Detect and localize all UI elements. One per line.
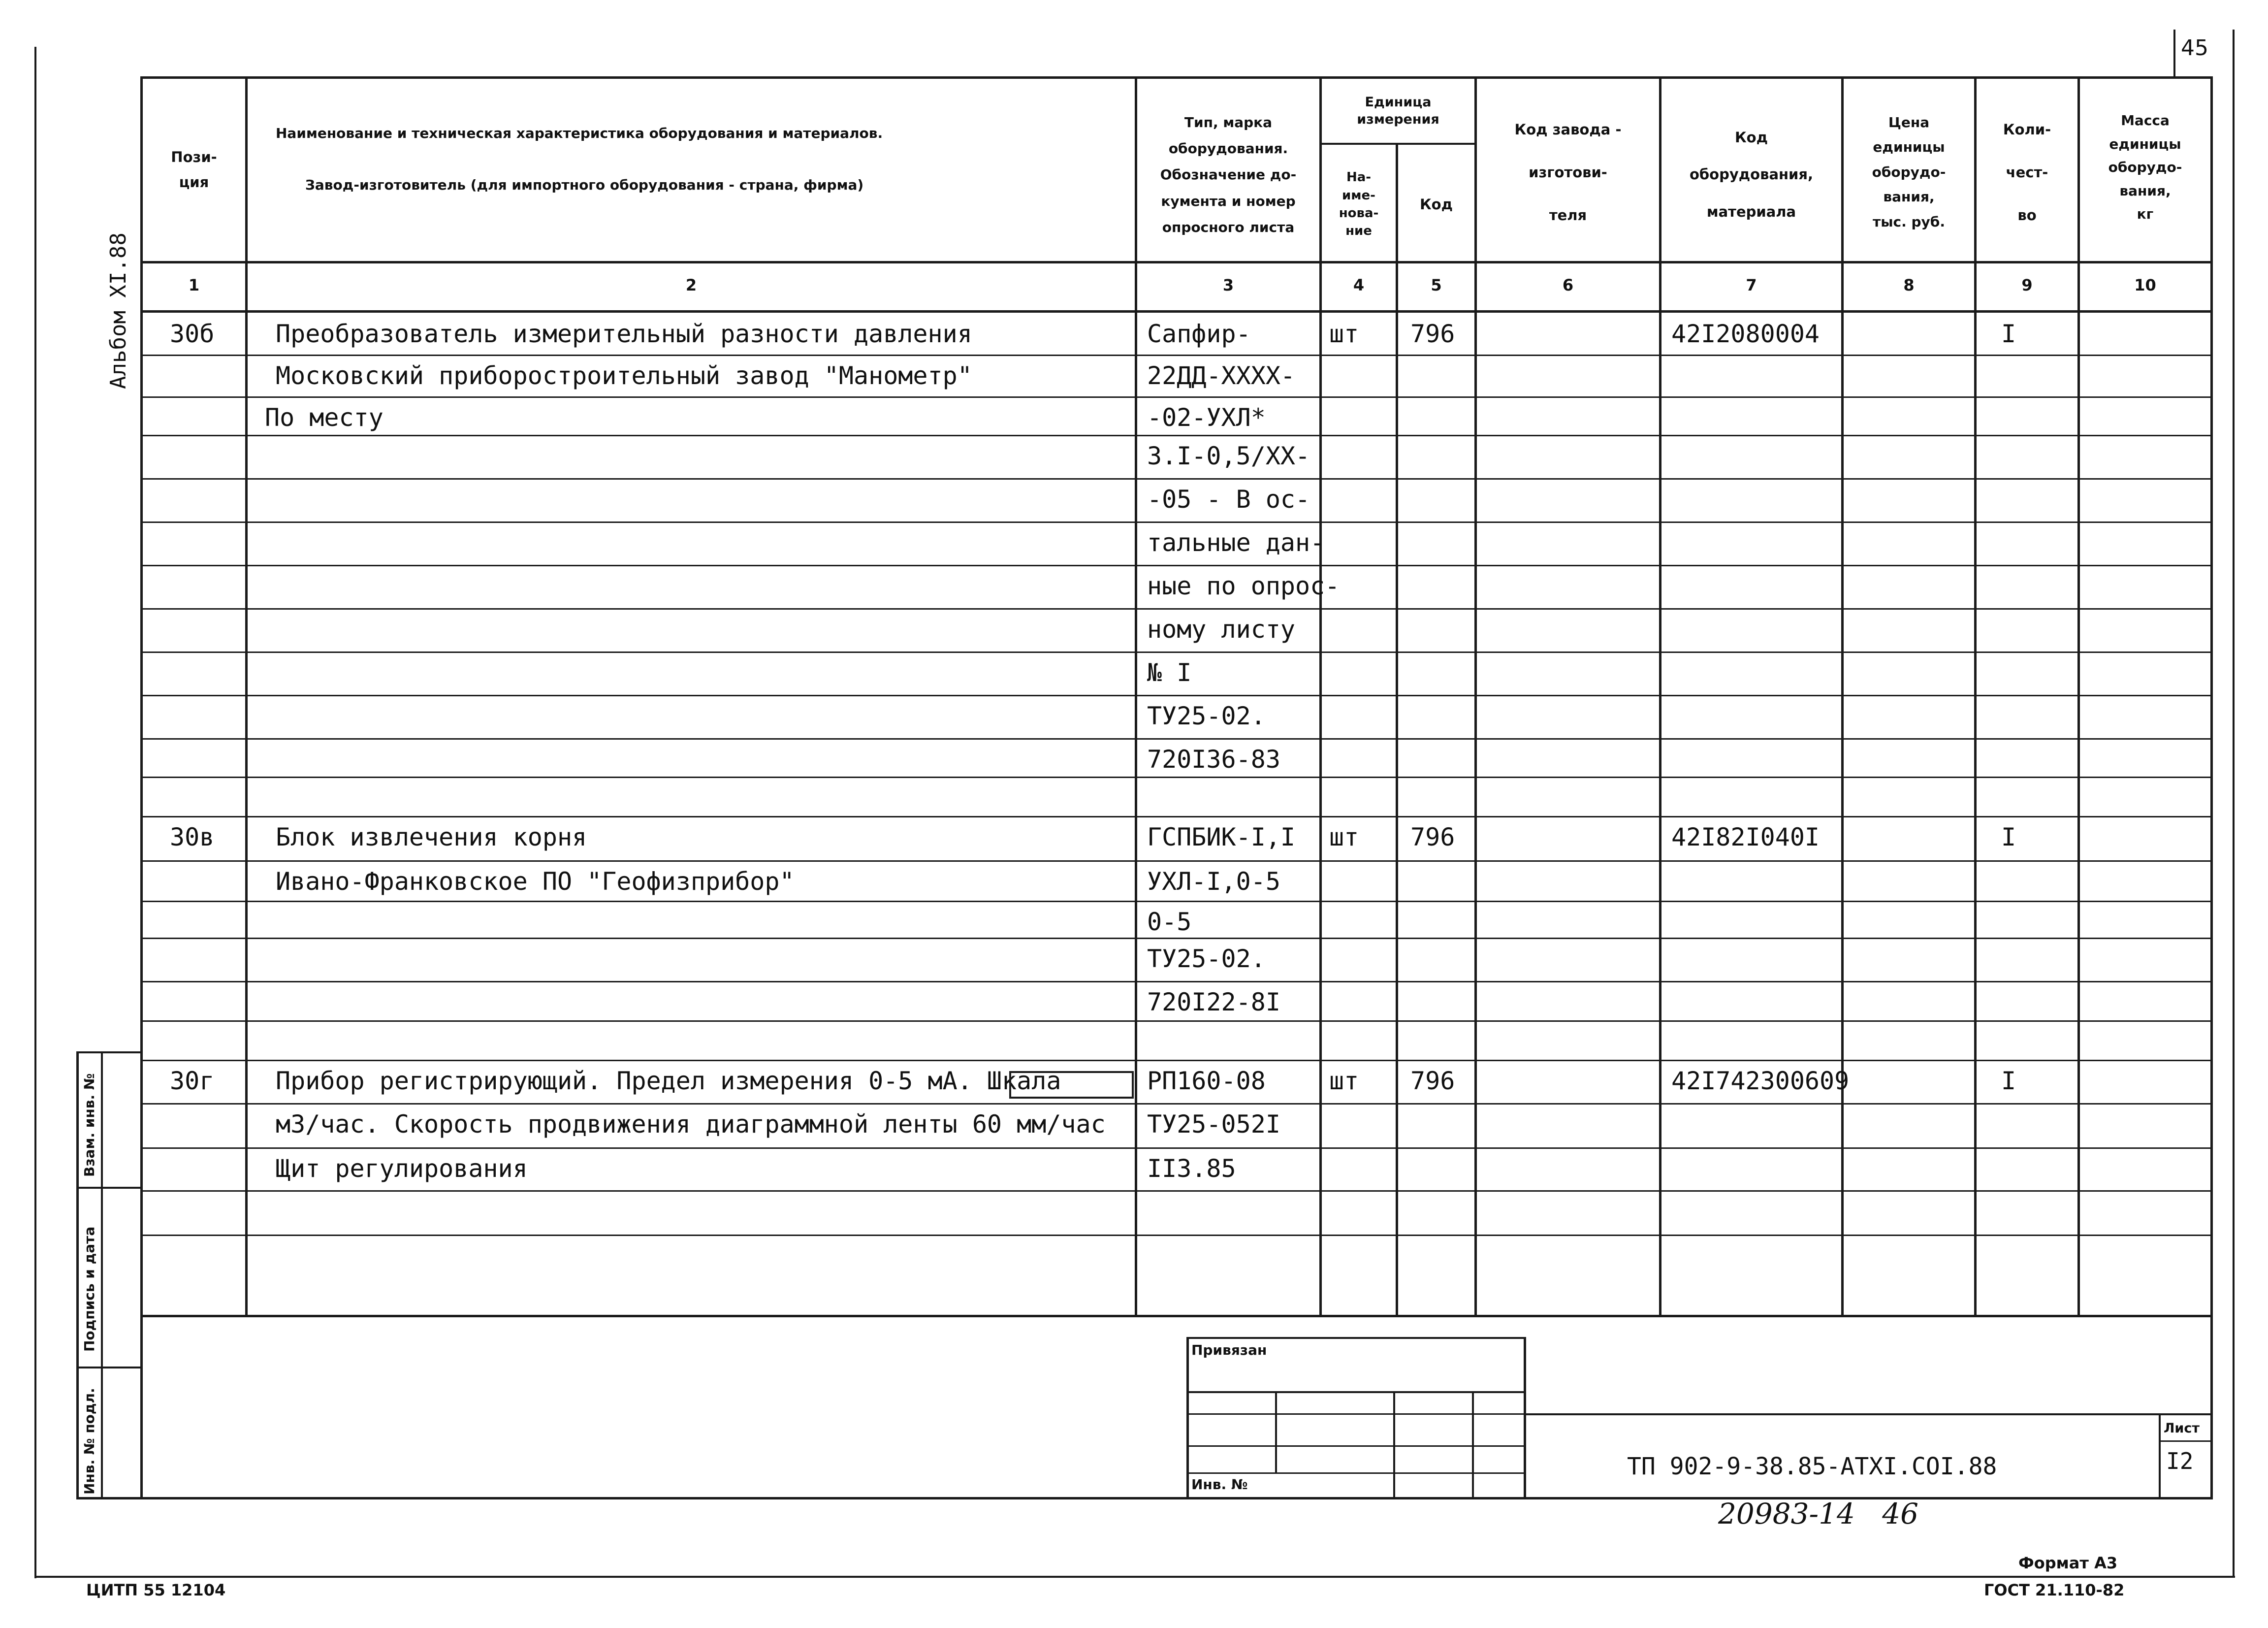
- colnum-bottom: [140, 310, 2213, 313]
- row-separator: [140, 981, 2213, 982]
- row-separator: [140, 355, 2213, 356]
- col-line-1: [245, 76, 248, 1317]
- header-type: Тип, марка оборудования. Обозначение до- кумента и номер опросного листа: [1160, 114, 1297, 235]
- header-name-line1: Наименование и техническая характеристика оборудования и материалов.: [276, 125, 883, 141]
- header-name-line2: Завод-изготовитель (для импортного оборудования - страна, фирма): [305, 176, 864, 193]
- row-quantity: I: [2001, 1067, 2016, 1095]
- col-line-7: [1841, 76, 1844, 1317]
- row-unit: шт: [1329, 823, 1359, 851]
- header-factory-code: Код завода - изготови- теля: [1514, 121, 1622, 224]
- left-stamp-outer: [76, 1051, 79, 1499]
- row-type: Сапфир-: [1147, 320, 1251, 348]
- row-position: 30б: [170, 320, 215, 348]
- row-separator: [140, 1060, 2213, 1061]
- row-equipment-code: 42I2080004: [1671, 320, 1820, 348]
- colnum-8: 8: [1903, 276, 1915, 294]
- row-separator: [140, 860, 2213, 862]
- stamp-grid-h3: [1186, 1445, 1526, 1447]
- row-separator: [140, 651, 2213, 653]
- header-equipment-code: Код оборудования, материала: [1689, 129, 1814, 220]
- stamp-box-left: [1186, 1337, 1189, 1499]
- colnum-2: 2: [685, 276, 697, 294]
- row-quantity: I: [2001, 320, 2016, 348]
- footer-left: ЦИТП 55 12104: [86, 1581, 226, 1599]
- row-separator: [140, 435, 2213, 436]
- row-type: ТУ25-052I: [1147, 1110, 1280, 1139]
- sheet-box-divider: [2159, 1440, 2213, 1442]
- row-type: -05 - В ос-: [1147, 485, 1310, 514]
- title-block-top: [1526, 1413, 2213, 1415]
- row-type: 22ДД-ХХХХ-: [1147, 361, 1296, 390]
- scale-blank-box: [1009, 1071, 1134, 1099]
- handwritten-number: 20983-14 46: [1718, 1497, 1919, 1530]
- row-separator: [140, 901, 2213, 902]
- row-separator: [140, 608, 2213, 610]
- row-type: ные по опрос-: [1147, 572, 1340, 600]
- row-unit-code: 796: [1410, 320, 1455, 348]
- row-name: Ивано-Франковское ПО "Геофизприбор": [276, 867, 795, 896]
- row-separator: [140, 777, 2213, 778]
- footer-format: Формат А3: [2018, 1554, 2118, 1572]
- row-separator: [140, 695, 2213, 696]
- row-type: УХЛ-I,0-5: [1147, 867, 1280, 896]
- row-type: ному листу: [1147, 615, 1296, 644]
- row-separator: [140, 1103, 2213, 1105]
- colnum-10: 10: [2134, 276, 2156, 294]
- row-name: Московский приборостроительный завод "Манометр": [276, 361, 972, 390]
- colnum-5: 5: [1431, 276, 1442, 294]
- header-unit-code: Код: [1419, 195, 1453, 213]
- row-name: Щит регулирования: [276, 1154, 528, 1183]
- col-line-3: [1319, 76, 1322, 1317]
- row-equipment-code: 42I82I040I: [1671, 823, 1820, 851]
- row-type: II3.85: [1147, 1154, 1236, 1183]
- col-line-8: [1974, 76, 1977, 1317]
- row-separator: [140, 565, 2213, 566]
- stamp-grid-v3: [1472, 1391, 1474, 1499]
- row-name: Преобразователь измерительный разности давления: [276, 320, 972, 348]
- colnum-1: 1: [188, 276, 200, 294]
- table-top: [140, 76, 2213, 79]
- left-stamp-top: [76, 1051, 140, 1053]
- header-quantity: Коли- чест- во: [2003, 121, 2051, 224]
- col-line-10: [2210, 76, 2213, 1499]
- album-side-label: Альбом XI.88: [106, 232, 131, 389]
- colnum-6: 6: [1562, 276, 1574, 294]
- inv-no-label: Инв. №: [1191, 1476, 1248, 1493]
- row-unit: шт: [1329, 1067, 1359, 1095]
- sheet-label: Лист: [2164, 1421, 2200, 1436]
- row-separator: [140, 1235, 2213, 1236]
- row-separator: [140, 521, 2213, 523]
- row-type: ГСПБИК-I,I: [1147, 823, 1296, 851]
- row-type: тальные дан-: [1147, 528, 1325, 557]
- row-unit: шт: [1329, 320, 1359, 348]
- outer-frame-right: [2233, 30, 2235, 1578]
- row-separator: [140, 478, 2213, 480]
- colnum-7: 7: [1746, 276, 1757, 294]
- stamp-grid-h1: [1186, 1391, 1526, 1393]
- row-position: 30в: [170, 823, 215, 851]
- stamp-grid-h2: [1186, 1413, 1526, 1415]
- col-line-9: [2077, 76, 2080, 1317]
- page-number-box-left: [2173, 30, 2175, 76]
- col-line-5: [1474, 76, 1477, 1317]
- page-number: 45: [2181, 35, 2208, 61]
- stamp-box-top: [1186, 1337, 1526, 1339]
- stamp-box-right: [1524, 1337, 1526, 1499]
- row-type: РП160-08: [1147, 1067, 1266, 1095]
- row-separator: [140, 396, 2213, 398]
- row-position: 30г: [170, 1067, 215, 1095]
- row-separator: [140, 1147, 2213, 1149]
- row-name: м3/час. Скорость продвижения диаграммной ленты 60 мм/час: [276, 1110, 1106, 1139]
- stamp-grid-v2: [1393, 1391, 1395, 1499]
- footer-gost: ГОСТ 21.110-82: [1984, 1581, 2125, 1599]
- row-separator: [140, 1020, 2213, 1022]
- row-type: 3.I-0,5/ХХ-: [1147, 442, 1310, 470]
- unit-group-divider: [1319, 143, 1477, 145]
- col-line-6: [1659, 76, 1661, 1317]
- row-equipment-code: 42I742300609: [1671, 1067, 1850, 1095]
- document-code: ТП 902-9-38.85-АТХI.СОI.88: [1627, 1453, 1997, 1480]
- row-separator: [140, 816, 2213, 817]
- row-type: 720I22-8I: [1147, 988, 1280, 1016]
- sheet-box-left: [2159, 1413, 2161, 1499]
- table-bottom: [140, 1315, 2213, 1317]
- header-position: Пози- ция: [171, 149, 217, 191]
- row-unit-code: 796: [1410, 1067, 1455, 1095]
- row-type: ТУ25-02.: [1147, 702, 1266, 730]
- sheet-number: I2: [2166, 1448, 2194, 1474]
- row-type: -02-УХЛ*: [1147, 403, 1266, 432]
- row-type: 720I36-83: [1147, 745, 1280, 774]
- privyazan-label: Привязан: [1191, 1342, 1267, 1358]
- row-name: Прибор регистрирующий. Предел измерения 0-5 мА. Шкала: [276, 1067, 1061, 1095]
- left-stamp-div1: [76, 1187, 140, 1189]
- stamp-grid-v1: [1275, 1391, 1277, 1472]
- left-stamp-inner: [101, 1051, 103, 1499]
- row-quantity: I: [2001, 823, 2016, 851]
- colnum-3: 3: [1222, 276, 1234, 294]
- stamp-grid-h4: [1186, 1472, 1526, 1474]
- colnum-9: 9: [2021, 276, 2033, 294]
- outer-frame-bottom: [34, 1576, 2235, 1578]
- row-type: 0-5: [1147, 908, 1192, 936]
- header-bottom: [140, 261, 2213, 263]
- colnum-4: 4: [1353, 276, 1365, 294]
- vzam-inv-label: Взам. инв. №: [81, 1073, 97, 1177]
- row-name: По месту: [265, 403, 383, 432]
- header-mass: Масса единицы оборудо- вания, кг: [2108, 112, 2182, 223]
- header-unit-name: На- име- нова- ние: [1339, 170, 1379, 239]
- row-separator: [140, 938, 2213, 939]
- signature-date-label: Подпись и дата: [81, 1226, 97, 1352]
- row-type: № I: [1147, 658, 1192, 687]
- header-unit-group: Единица измерения: [1357, 94, 1439, 127]
- row-separator: [140, 1190, 2213, 1192]
- row-unit-code: 796: [1410, 823, 1455, 851]
- left-stamp-div2: [76, 1367, 140, 1368]
- col-line-4: [1396, 143, 1398, 1317]
- outer-frame-left: [34, 47, 36, 1578]
- row-name: Блок извлечения корня: [276, 823, 587, 851]
- inv-podl-label: Инв. № подл.: [81, 1388, 97, 1495]
- row-type: ТУ25-02.: [1147, 944, 1266, 973]
- header-price: Цена единицы оборудо- вания, тыс. руб.: [1872, 114, 1946, 230]
- row-separator: [140, 738, 2213, 740]
- col-line-2: [1135, 76, 1137, 1317]
